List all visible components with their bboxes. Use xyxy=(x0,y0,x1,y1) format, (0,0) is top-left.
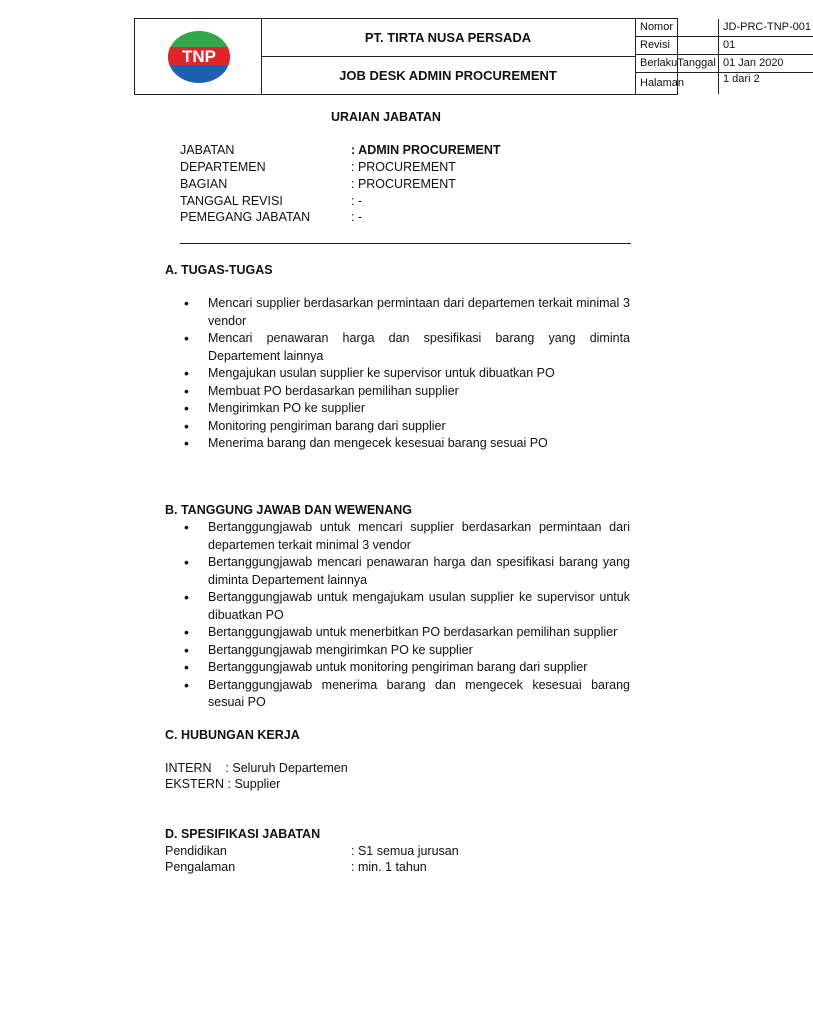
list-item: • Mencari penawaran harga dan spesifikasi barang yang diminta Departement lainnya xyxy=(180,330,630,365)
info-value: : - xyxy=(351,210,363,224)
section-c-title: C. HUBUNGAN KERJA xyxy=(165,728,300,742)
info-value: : - xyxy=(351,194,363,208)
relation-ekstern: EKSTERN : Supplier xyxy=(165,777,281,791)
relation-intern: INTERN : Seluruh Departemen xyxy=(165,761,348,775)
info-value: : ADMIN PROCUREMENT xyxy=(351,143,501,157)
meta-value: 1 dari 2 xyxy=(723,73,760,85)
section-b-title: B. TANGGUNG JAWAB DAN WEWENANG xyxy=(165,503,412,517)
info-label: BAGIAN xyxy=(180,177,228,191)
logo-cell xyxy=(135,19,262,94)
list-item: • Bertanggungjawab untuk monitoring pengiriman barang dari supplier xyxy=(180,659,630,677)
list-item: • Mengajukan usulan supplier ke supervisor untuk dibuatkan PO xyxy=(180,365,630,383)
info-value: : PROCUREMENT xyxy=(351,177,456,191)
spec-value: : S1 semua jurusan xyxy=(351,844,459,858)
list-item: • Mencari supplier berdasarkan permintaan dari departemen terkait minimal 3 vendor xyxy=(180,295,630,330)
document-title: JOB DESK ADMIN PROCUREMENT xyxy=(261,56,636,94)
meta-row-revisi xyxy=(636,37,813,55)
company-name: PT. TIRTA NUSA PERSADA xyxy=(261,19,636,57)
meta-value: 01 xyxy=(723,39,736,51)
section-b-list xyxy=(180,519,630,712)
section-d-title: D. SPESIFIKASI JABATAN xyxy=(165,827,321,841)
list-item: • Membuat PO berdasarkan pemilihan supplier xyxy=(180,383,630,401)
document-meta xyxy=(636,19,813,94)
meta-key: Nomor xyxy=(640,21,674,33)
meta-row-berlaku xyxy=(636,55,813,73)
logo-text: TNP xyxy=(182,47,216,66)
spec-label: Pengalaman xyxy=(165,860,236,874)
document-header-table xyxy=(134,18,812,95)
list-item: • Bertanggungjawab mencari penawaran harga dan spesifikasi barang yang diminta Departement lainnya xyxy=(180,554,630,589)
list-item: • Bertanggungjawab untuk mencari supplier berdasarkan permintaan dari departemen terkait minimal 3 vendor xyxy=(180,519,630,554)
section-a-list xyxy=(180,295,630,453)
list-item: • Bertanggungjawab untuk menerbitkan PO berdasarkan pemilihan supplier xyxy=(180,624,630,642)
tnp-logo xyxy=(167,30,231,84)
list-item: • Bertanggungjawab menerima barang dan mengecek kesesuai barang sesuai PO xyxy=(180,677,630,712)
meta-key: BerlakuTanggal xyxy=(640,57,716,69)
info-label: PEMEGANG JABATAN xyxy=(180,210,311,224)
list-item: • Monitoring pengiriman barang dari supplier xyxy=(180,418,630,436)
meta-value: 01 Jan 2020 xyxy=(723,57,784,69)
info-value: : PROCUREMENT xyxy=(351,160,456,174)
info-label: JABATAN xyxy=(180,143,235,157)
section-a-title: A. TUGAS-TUGAS xyxy=(165,263,273,277)
meta-key: Halaman xyxy=(640,77,685,89)
list-item: • Bertanggungjawab mengirimkan PO ke supplier xyxy=(180,642,630,660)
meta-row-nomor xyxy=(636,19,813,37)
spec-value: : min. 1 tahun xyxy=(351,860,427,874)
divider-line xyxy=(180,243,631,244)
list-item: • Menerima barang dan mengecek kesesuai barang sesuai PO xyxy=(180,435,630,453)
meta-row-halaman xyxy=(636,73,813,94)
meta-key: Revisi xyxy=(640,39,670,51)
list-item: • Bertanggungjawab untuk mengajukam usulan supplier ke supervisor untuk dibuatkan PO xyxy=(180,589,630,624)
section-title: URAIAN JABATAN xyxy=(331,110,441,124)
spec-label: Pendidikan xyxy=(165,844,227,858)
info-label: DEPARTEMEN xyxy=(180,160,266,174)
meta-value: JD-PRC-TNP-001 xyxy=(723,21,812,33)
list-item: • Mengirimkan PO ke supplier xyxy=(180,400,630,418)
info-label: TANGGAL REVISI xyxy=(180,194,283,208)
